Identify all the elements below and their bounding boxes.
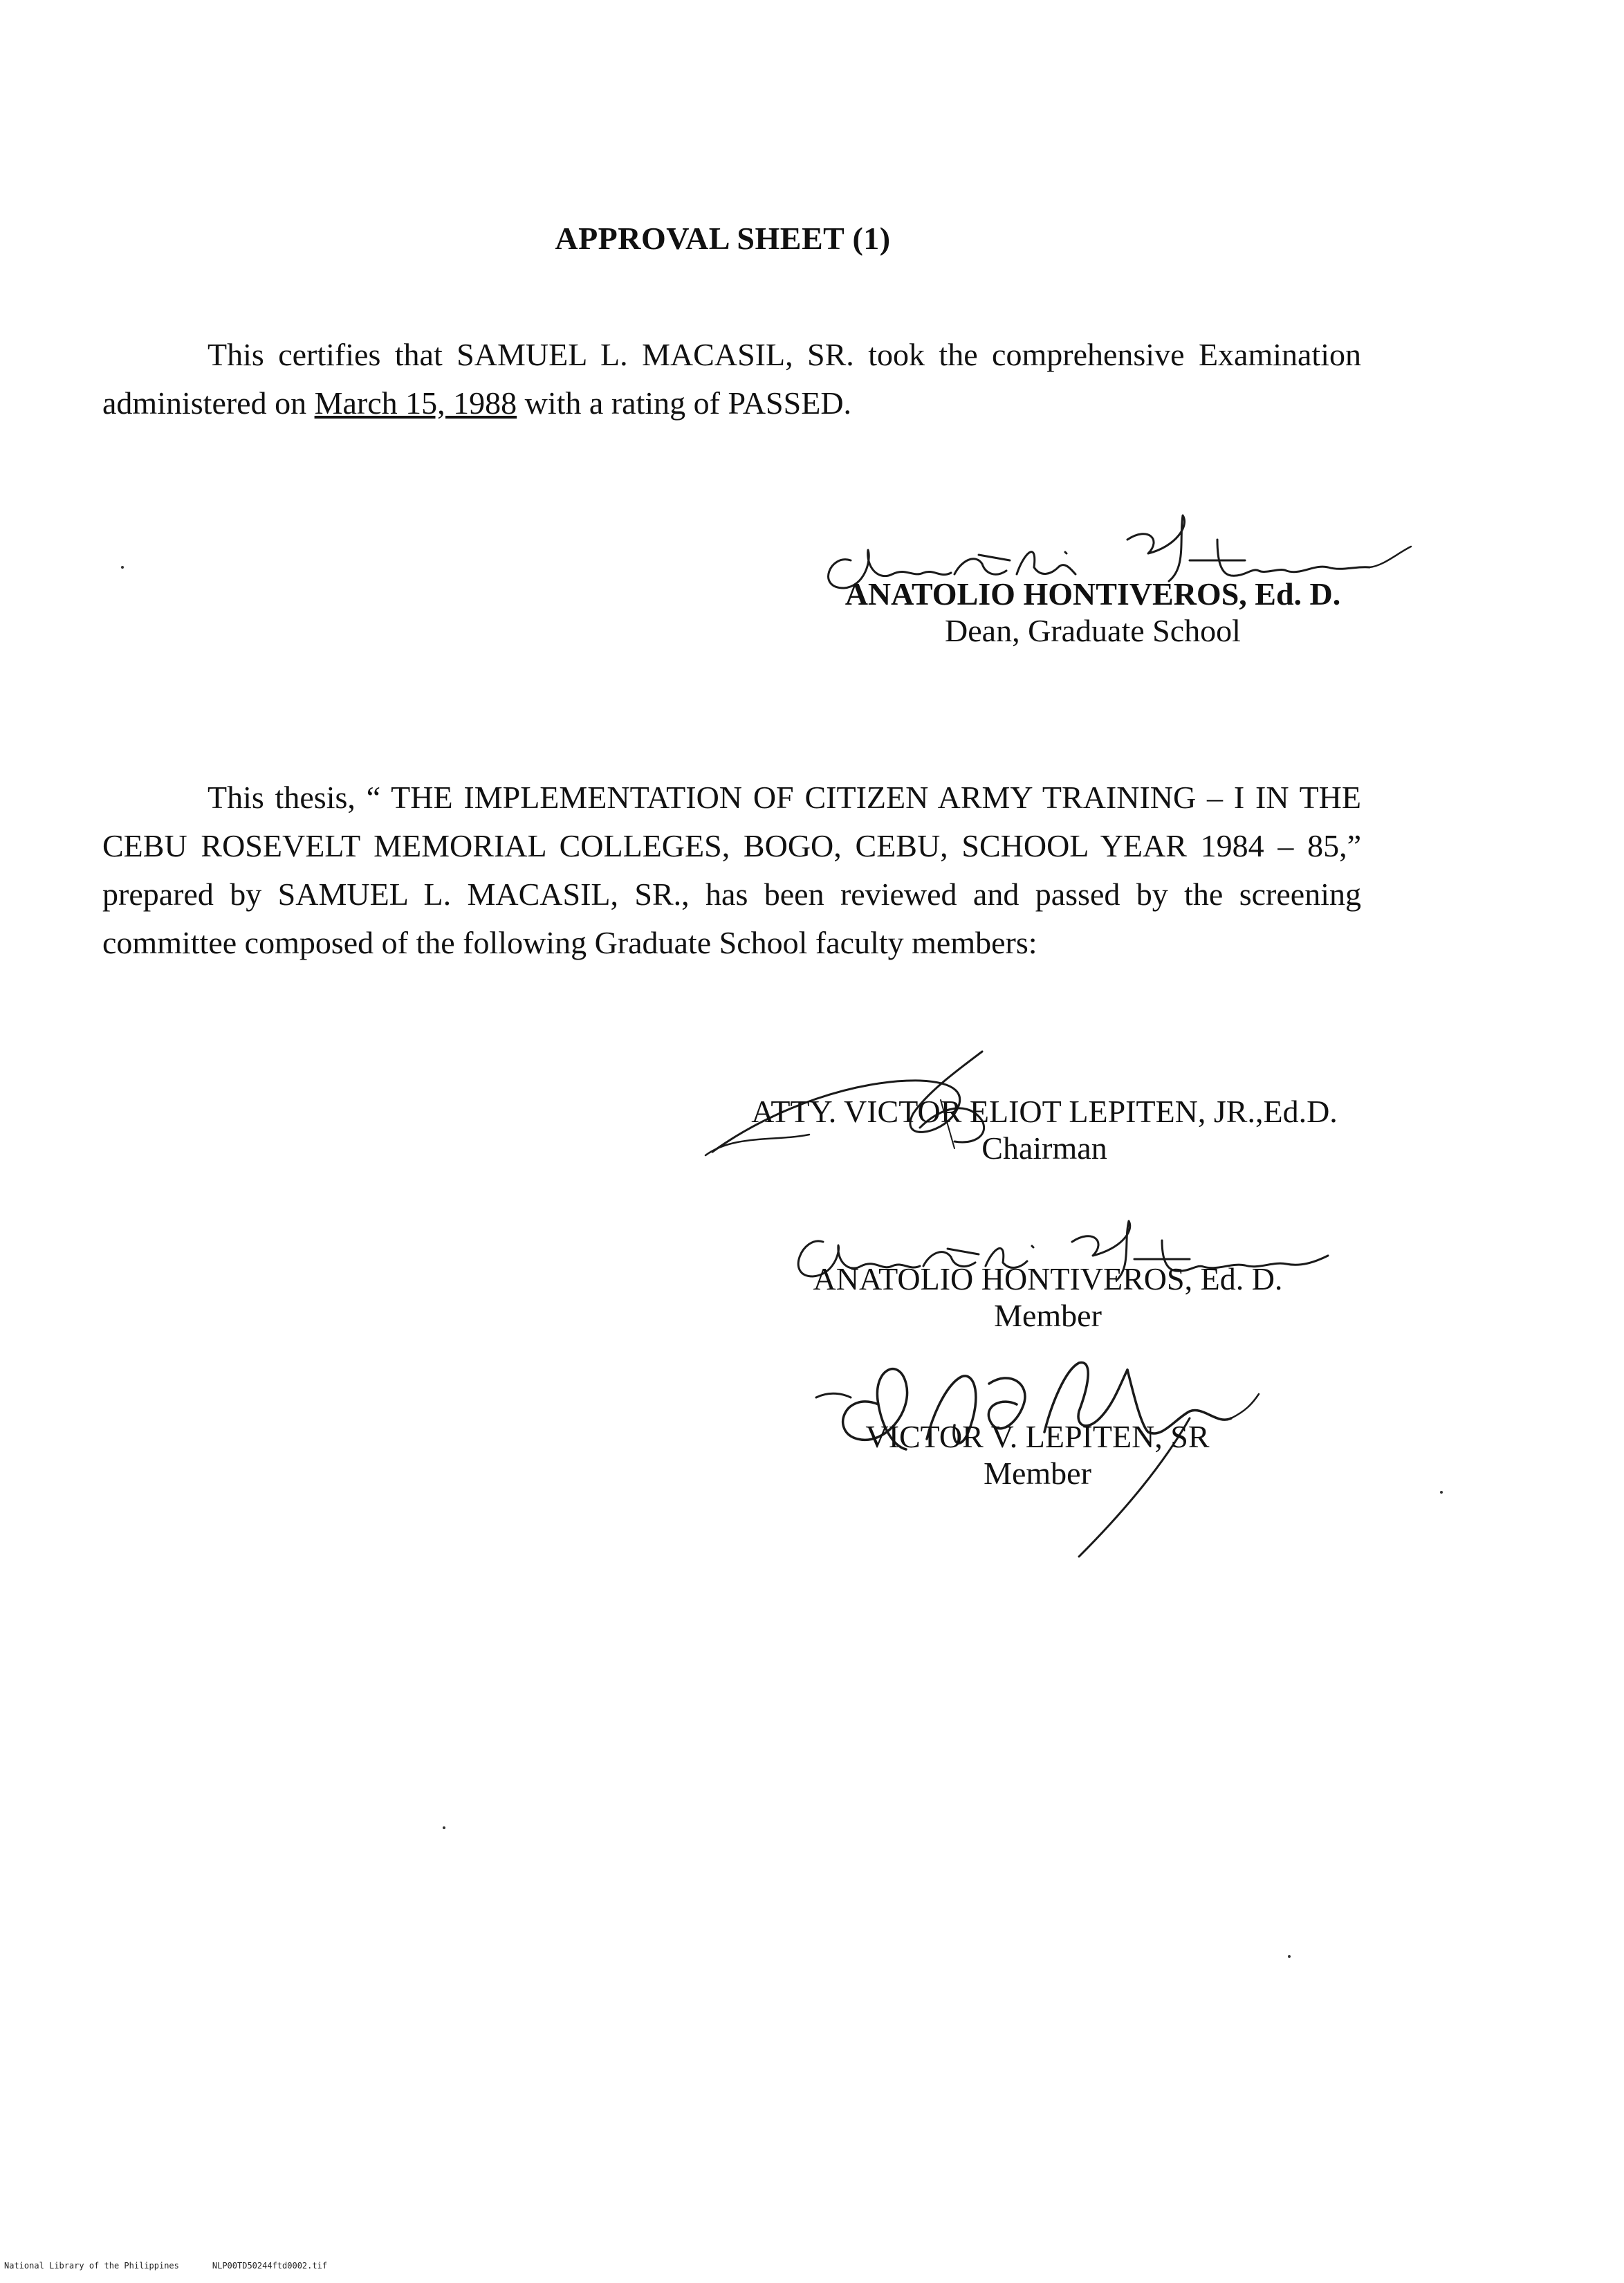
member2-name: VICTOR V. LEPITEN, SR	[865, 1419, 1210, 1454]
chairman-name: ATTY. VICTOR ELIOT LEPITEN, JR.,Ed.D.	[751, 1094, 1338, 1129]
scan-speck	[121, 566, 124, 569]
certification-tail: with a rating of PASSED.	[517, 385, 852, 421]
certification-paragraph	[102, 331, 1361, 428]
member1-signature-block	[761, 1260, 1335, 1334]
dean-title: Dean, Graduate School	[945, 613, 1241, 648]
footer-filename: NLP00TD50244ftd0002.tif	[212, 2261, 328, 2271]
exam-date: March 15, 1988	[314, 385, 517, 421]
scan-speck	[1288, 1955, 1291, 1958]
document-title: APPROVAL SHEET (1)	[555, 221, 891, 256]
member1-role: Member	[994, 1298, 1102, 1333]
member1-name: ANATOLIO HONTIVEROS, Ed. D.	[813, 1261, 1283, 1296]
member2-signature-block	[809, 1418, 1266, 1492]
dean-signature-block	[795, 576, 1390, 649]
dean-name: ANATOLIO HONTIVEROS, Ed. D.	[845, 576, 1341, 612]
certification-lead: This certifies that SAMUEL L. MACASIL, SR. took the comprehensive Examination administered on	[102, 337, 1361, 421]
member2-role: Member	[984, 1456, 1091, 1491]
scan-speck	[1440, 1491, 1443, 1494]
chairman-role: Chairman	[981, 1130, 1107, 1166]
footer-library: National Library of the Philippines	[4, 2261, 179, 2271]
chairman-signature-block	[699, 1093, 1390, 1166]
scan-speck	[443, 1826, 445, 1829]
scan-footer	[4, 2261, 327, 2271]
thesis-paragraph: This thesis, “ THE IMPLEMENTATION OF CITIZEN ARMY TRAINING – I IN THE CEBU ROSEVELT MEMORIAL COLLEGES, BOGO, CEBU, SCHOOL YEAR 1984 – 85,” prepared by SAMUEL L. MACASIL, SR., has been reviewed and passed by the screening committee composed of the following Graduate School faculty members:	[102, 780, 1361, 960]
